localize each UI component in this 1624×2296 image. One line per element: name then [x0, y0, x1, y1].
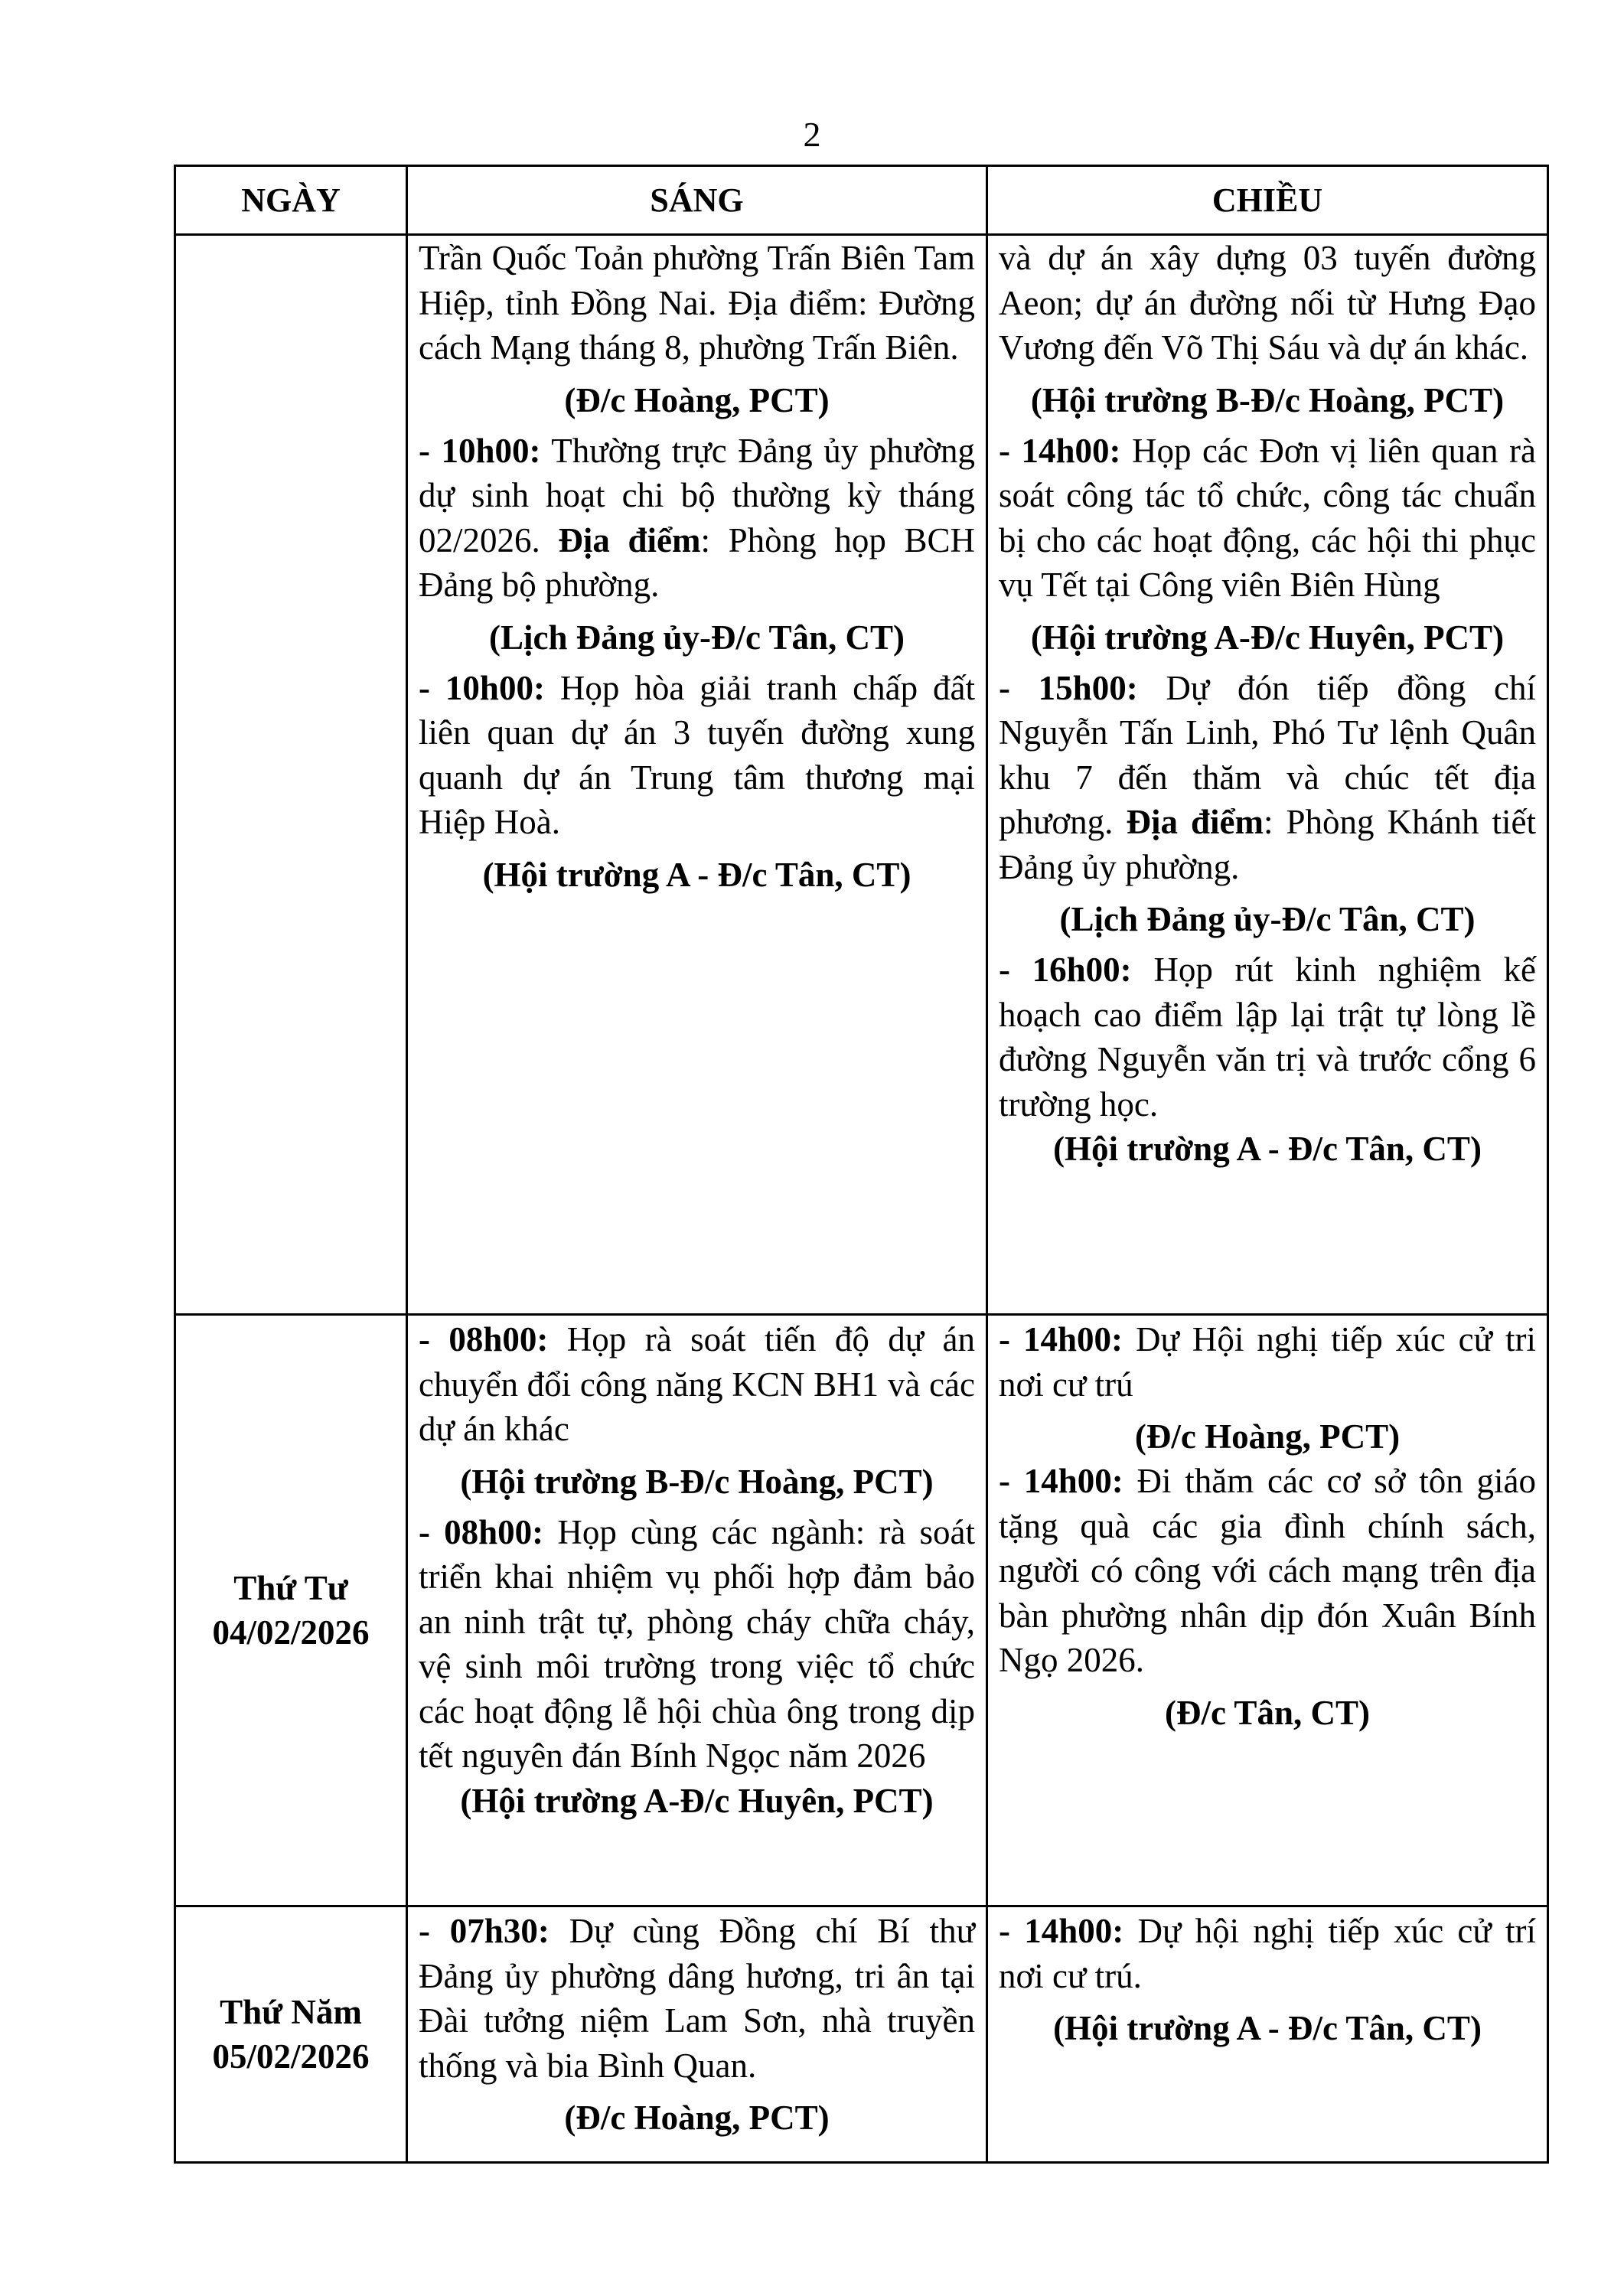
entry-time: - 14h00: — [999, 431, 1121, 470]
schedule-entry — [999, 429, 1536, 608]
entry-assignee: (Hội trường B-Đ/c Hoàng, PCT) — [1030, 380, 1505, 419]
entry-text: và dự án xây dựng 03 tuyến đường Aeon; dự án đường nối từ Hưng Đạo Vương đến Võ Thị Sáu và dự án khác. — [999, 239, 1536, 367]
afternoon-cell — [987, 1315, 1548, 1906]
entry-assignee: (Lịch Đảng ủy-Đ/c Tân, CT) — [489, 618, 905, 657]
schedule-entry — [999, 947, 1536, 1127]
afternoon-cell — [987, 235, 1548, 1315]
schedule-entry — [419, 1907, 975, 2088]
schedule-entry — [999, 1316, 1536, 1407]
header-day: NGÀY — [175, 166, 407, 235]
entry-text: Đi thăm các cơ sở tôn giáo tặng quà các gia đình chính sách, người có công với cách mạng trên địa bàn phường nhân dịp đón Xuân Bính Ngọ 2026. — [999, 1462, 1536, 1679]
entry-assignee: (Đ/c Hoàng, PCT) — [564, 380, 830, 419]
entry-assignee: (Lịch Đảng ủy-Đ/c Tân, CT) — [1059, 900, 1476, 938]
entry-place-label: Địa điểm — [558, 520, 701, 559]
schedule-entry — [419, 236, 975, 370]
entry-place: : Phòng Khánh tiết Đảng ủy phường. — [999, 803, 1536, 886]
entry-text: Họp rà soát tiến độ dự án chuyển đổi công năng KCN BH1 và các dự án khác — [419, 1320, 975, 1448]
schedule-entry — [419, 429, 975, 608]
entry-assignee: (Hội trường A - Đ/c Tân, CT) — [1053, 1130, 1482, 1168]
entry-time: - 14h00: — [999, 1912, 1124, 1950]
header-row — [175, 166, 1548, 235]
entry-text: Dự Hội nghị tiếp xúc cử tri nơi cư trú — [999, 1320, 1537, 1404]
entry-time: - 08h00: — [419, 1512, 544, 1551]
header-afternoon: CHIỀU — [987, 166, 1548, 235]
day-weekday: Thứ Tư — [233, 1569, 348, 1607]
table-row — [175, 1315, 1548, 1906]
entry-text: Dự cùng Đồng chí Bí thư Đảng ủy phường dâng hương, tri ân tại Đài tưởng niệm Lam Sơn, nhà truyền thống và bia Bình Quan. — [419, 1912, 975, 2085]
day-weekday: Thứ Năm — [220, 1993, 362, 2031]
day-date: 04/02/2026 — [212, 1613, 370, 1652]
entry-assignee: (Hội trường A - Đ/c Tân, CT) — [482, 855, 911, 894]
entry-assignee: (Hội trường B-Đ/c Hoàng, PCT) — [460, 1462, 934, 1501]
entry-text: Họp hòa giải tranh chấp đất liên quan dự án 3 tuyến đường xung quanh dự án Trung tâm thương mại Hiệp Hoà. — [419, 668, 975, 841]
entry-time: - 10h00: — [419, 668, 545, 707]
entry-time: - 10h00: — [419, 431, 541, 470]
page-number: 2 — [803, 115, 821, 154]
day-cell — [175, 1315, 407, 1906]
morning-cell — [407, 1906, 987, 2163]
schedule-entry — [419, 1510, 975, 1779]
schedule-table — [174, 165, 1549, 2164]
entry-assignee: (Đ/c Hoàng, PCT) — [1134, 1417, 1401, 1456]
entry-place-label: Địa điểm — [1126, 803, 1264, 841]
schedule-entry — [419, 1316, 975, 1452]
entry-text: Họp các Đơn vị liên quan rà soát công tác tổ chức, công tác chuẩn bị cho các hoạt động, các hội thi phục vụ Tết tại Công viên Biên Hùng — [999, 431, 1536, 604]
entry-time: - 14h00: — [999, 1462, 1123, 1500]
entry-time: - 15h00: — [999, 668, 1138, 707]
entry-assignee: (Đ/c Hoàng, PCT) — [564, 2099, 830, 2137]
header-morning: SÁNG — [407, 166, 987, 235]
entry-text: Dự hội nghị tiếp xúc cử trí nơi cư trú. — [999, 1912, 1537, 1995]
table-row — [175, 235, 1548, 1315]
afternoon-cell — [987, 1906, 1548, 2163]
entry-text: Họp rút kinh nghiệm kế hoạch cao điểm lập lại trật tự lòng lề đường Nguyễn văn trị và trước cổng 6 trường học. — [999, 951, 1536, 1124]
day-date: 05/02/2026 — [212, 2037, 370, 2076]
entry-assignee: (Đ/c Tân, CT) — [1165, 1693, 1370, 1732]
entry-time: - 08h00: — [419, 1320, 549, 1358]
schedule-entry — [999, 666, 1536, 890]
entry-text: Thường trực Đảng ủy phường dự sinh hoạt chi bộ thường kỳ tháng 02/2026. — [419, 431, 976, 559]
entry-assignee: (Hội trường A-Đ/c Huyên, PCT) — [460, 1781, 934, 1820]
entry-text: Họp cùng các ngành: rà soát triển khai nhiệm vụ phối hợp đảm bảo an ninh trật tự, phòng cháy chữa cháy, vệ sinh môi trường trong việc tổ chức các hoạt động lễ hội chùa ông trong dịp tết nguyên đán Bính Ngọc năm 2026 — [419, 1512, 976, 1775]
schedule-entry — [419, 666, 975, 845]
entry-text: Trần Quốc Toản phường Trấn Biên Tam Hiệp, tỉnh Đồng Nai. Địa điểm: Đường cách Mạng tháng 8, phường Trấn Biên. — [419, 239, 975, 367]
morning-cell — [407, 235, 987, 1315]
schedule-entry — [999, 1459, 1536, 1683]
schedule-entry — [999, 236, 1536, 370]
day-cell — [175, 235, 407, 1315]
table-row — [175, 1906, 1548, 2163]
entry-time: - 14h00: — [999, 1320, 1123, 1358]
entry-assignee: (Hội trường A-Đ/c Huyên, PCT) — [1030, 618, 1505, 657]
entry-assignee: (Hội trường A - Đ/c Tân, CT) — [1053, 2009, 1482, 2047]
entry-time: - 07h30: — [419, 1912, 549, 1950]
morning-cell — [407, 1315, 987, 1906]
day-cell — [175, 1906, 407, 2163]
schedule-entry — [999, 1907, 1536, 1998]
entry-place: : Phòng họp BCH Đảng bộ phường. — [419, 520, 975, 604]
entry-time: - 16h00: — [999, 951, 1132, 989]
entry-text: Dự đón tiếp đồng chí Nguyễn Tấn Linh, Phó Tư lệnh Quân khu 7 đến thăm và chúc tết địa phương. — [999, 668, 1537, 841]
